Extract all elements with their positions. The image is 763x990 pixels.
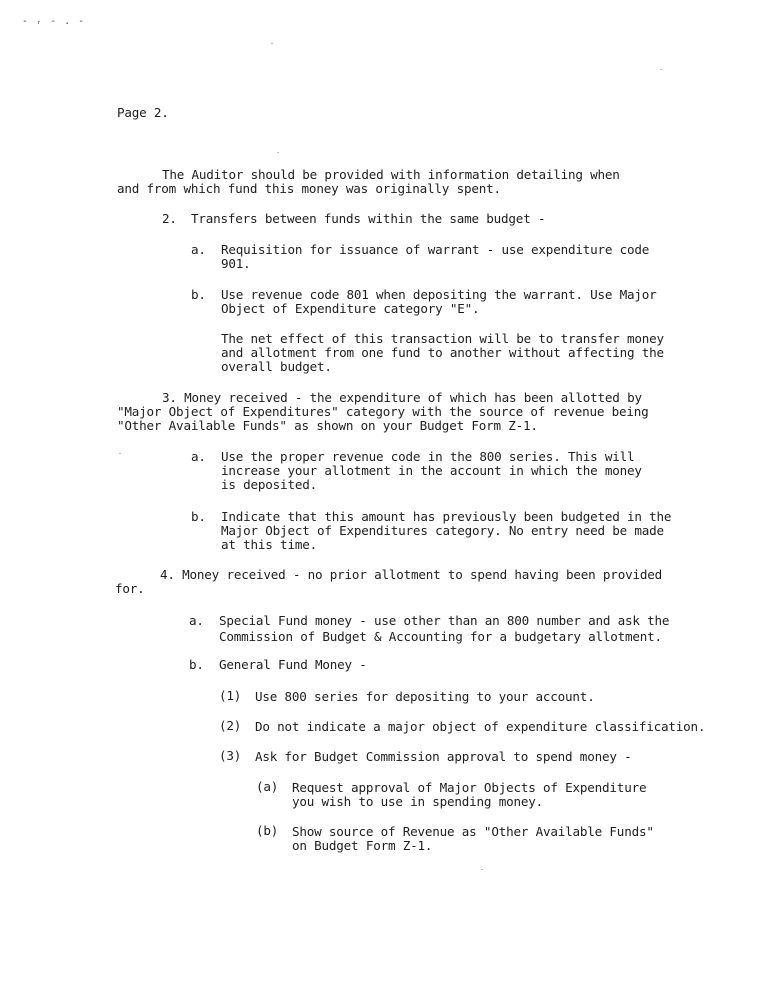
numbered-line: Do not indicate a major object of expenditure classification. — [255, 719, 706, 734]
lettered-line: Request approval of Major Objects of Expenditure — [292, 780, 647, 795]
note-line: overall budget. — [221, 359, 332, 374]
sub-item-label: a. — [191, 242, 206, 257]
paragraph-line: and from which fund this money was originally spent. — [117, 181, 501, 196]
scan-speck — [277, 152, 279, 153]
sub-item-line: Special Fund money - use other than an 800 number and ask the — [219, 613, 670, 628]
item-heading: "Major Object of Expenditures" category with the source of revenue being — [117, 404, 649, 419]
lettered-line: you wish to use in spending money. — [292, 794, 543, 809]
page-header: Page 2. — [117, 105, 169, 120]
sub-item-line: 901. — [221, 256, 251, 271]
sub-item-label: b. — [189, 657, 204, 672]
sub-item-line: at this time. — [221, 537, 317, 552]
sub-item-line: Requisition for issuance of warrant - use expenditure code — [221, 242, 650, 257]
sub-item-label: b. — [191, 509, 206, 524]
sub-item-line: Indicate that this amount has previously been budgeted in the — [221, 509, 672, 524]
item-heading: 3. Money received - the expenditure of which has been allotted by — [162, 390, 642, 405]
item-heading: for. — [115, 581, 145, 596]
scan-speck — [271, 43, 273, 44]
sub-item-line: Use revenue code 801 when depositing the warrant. Use Major — [221, 287, 657, 302]
lettered-label: (b) — [256, 823, 279, 838]
numbered-label: (1) — [219, 688, 242, 703]
sub-item-label: a. — [191, 449, 206, 464]
note-line: The net effect of this transaction will be to transfer money — [221, 331, 664, 346]
paragraph-line: The Auditor should be provided with information detailing when — [162, 167, 620, 182]
sub-item-line: Object of Expenditure category "E". — [221, 301, 480, 316]
sub-item-line: Use the proper revenue code in the 800 series. This will — [221, 449, 635, 464]
sub-item-label: b. — [191, 287, 206, 302]
note-line: and allotment from one fund to another without affecting the — [221, 345, 664, 360]
corner-scribble: - ᵣ - . - — [22, 16, 86, 27]
sub-item-line: Major Object of Expenditures category. No entry need be made — [221, 523, 664, 538]
scan-speck — [660, 69, 662, 70]
scan-speck — [119, 453, 121, 454]
item-heading: "Other Available Funds" as shown on your Budget Form Z-1. — [117, 418, 538, 433]
sub-item-line: increase your allotment in the account in which the money — [221, 463, 642, 478]
item-number: 2. — [162, 211, 177, 226]
sub-item-heading: General Fund Money - — [219, 657, 367, 672]
scan-speck — [481, 869, 483, 870]
item-heading: 4. Money received - no prior allotment to spend having been provided — [160, 567, 662, 582]
numbered-label: (2) — [219, 718, 242, 733]
sub-item-label: a. — [189, 613, 204, 628]
lettered-line: Show source of Revenue as "Other Available Funds" — [292, 824, 654, 839]
sub-item-line: is deposited. — [221, 477, 317, 492]
lettered-label: (a) — [256, 779, 279, 794]
lettered-line: on Budget Form Z-1. — [292, 838, 433, 853]
sub-item-line: Commission of Budget & Accounting for a budgetary allotment. — [219, 629, 662, 644]
numbered-line: Use 800 series for depositing to your account. — [255, 689, 595, 704]
numbered-line: Ask for Budget Commission approval to spend money - — [255, 749, 632, 764]
numbered-label: (3) — [219, 748, 242, 763]
item-heading: Transfers between funds within the same budget - — [191, 211, 546, 226]
